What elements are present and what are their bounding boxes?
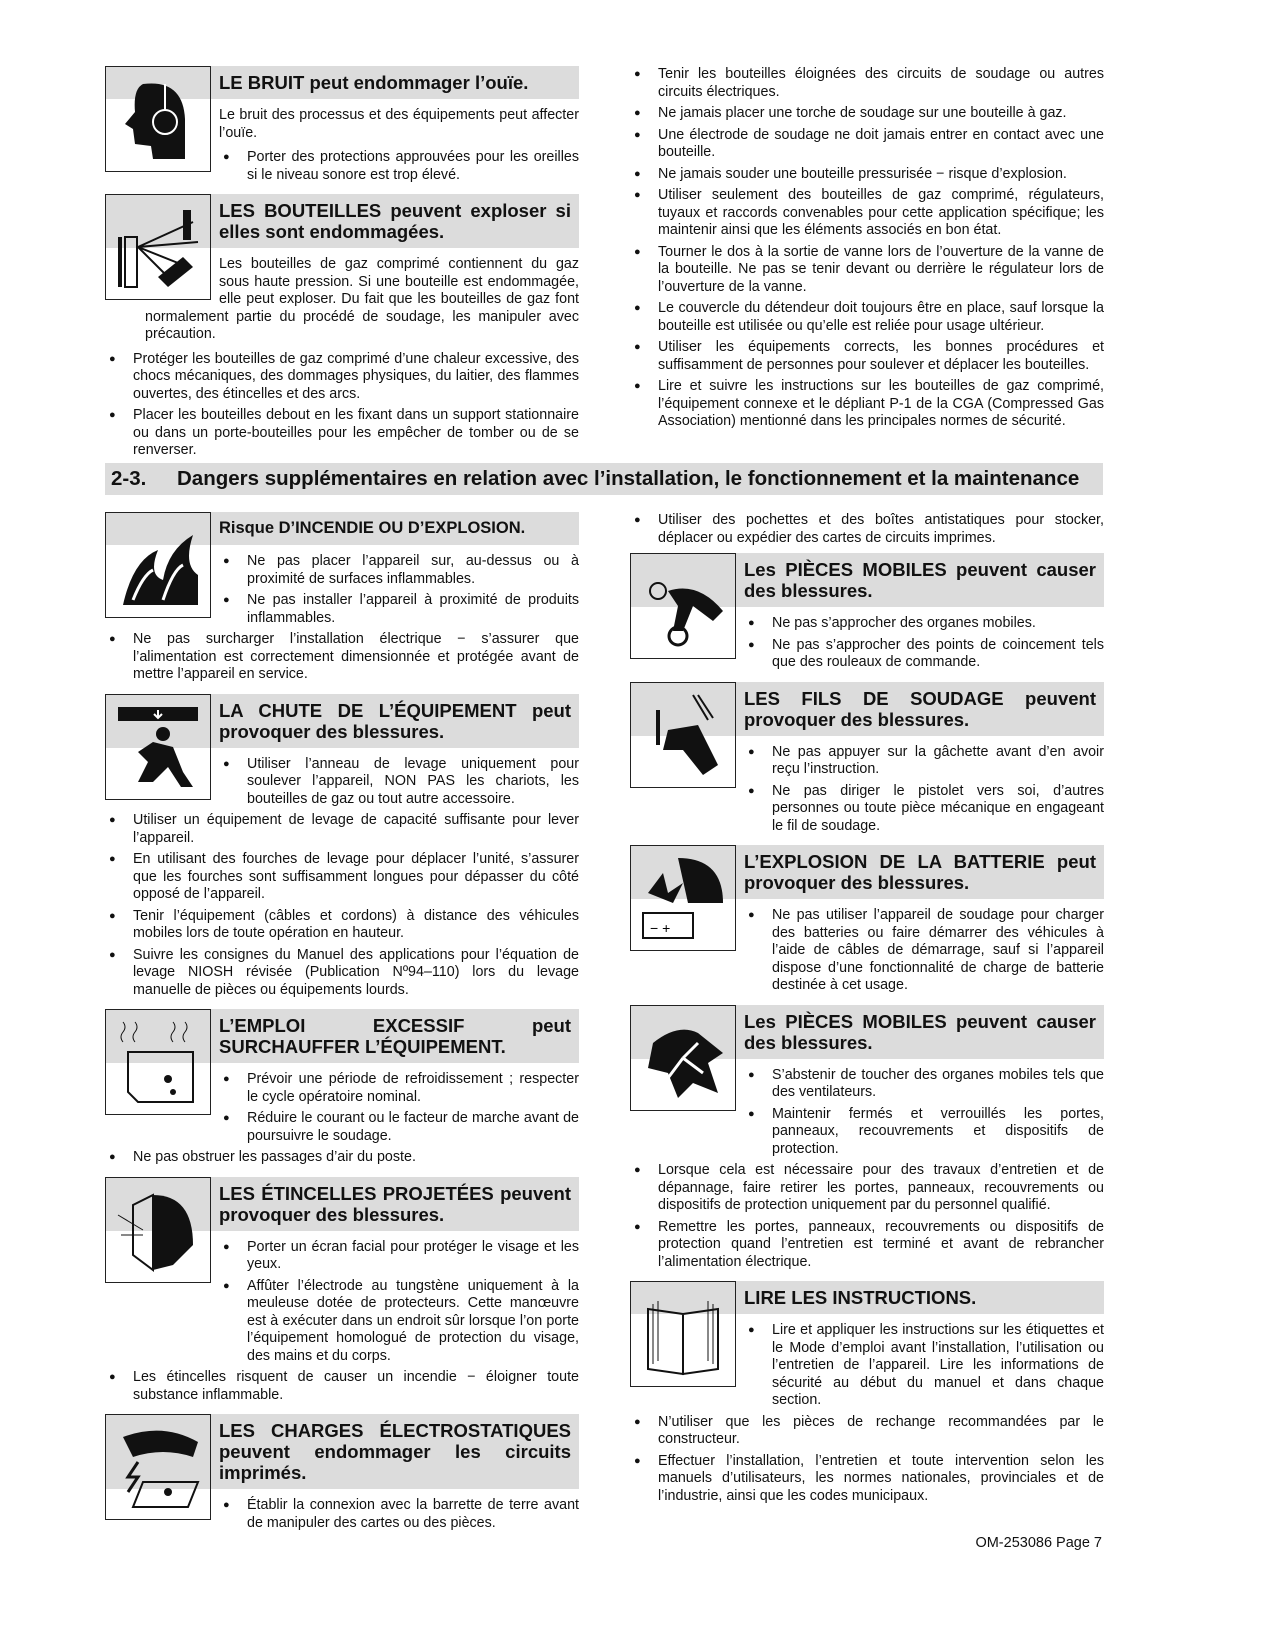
hazard-block	[105, 1414, 579, 1536]
bullet-item: ● Maintenir fermés et verrouillés les portes, panneaux, recouvrements et dispositifs de protection.	[744, 1106, 1104, 1159]
section-heading	[105, 463, 1103, 495]
hazard-block	[630, 1281, 1104, 1509]
paragraph: Les bouteilles de gaz comprimé contiennent du gaz sous haute pression. Si une bouteille est endommagée, elle peut exploser. Du fait que les bouteilles de gaz font normalement partie du procédé de soudage, les manipuler avec précaution.	[145, 256, 579, 342]
hazard-title: LES BOUTEILLES peuvent exploser si elles sont endommagées.	[105, 194, 579, 248]
bullet-item: ● Ne pas s’approcher des organes mobiles.	[744, 615, 1104, 633]
cylinder-explosion-icon	[105, 194, 211, 300]
ear-protection-icon	[105, 66, 211, 172]
bullet-item: ● Les étincelles risquent de causer un incendie − éloigner toute substance inflammable.	[105, 1369, 579, 1404]
bullet-item: ● Ne jamais placer une torche de soudage sur une bouteille à gaz.	[630, 105, 1104, 123]
section-title: Dangers supplémentaires en relation avec l’installation, le fonctionnement et la maintenance	[177, 467, 1080, 490]
hazard-block	[105, 1177, 579, 1409]
hazard-title: LIRE LES INSTRUCTIONS.	[630, 1281, 1104, 1314]
overheating-icon	[105, 1009, 211, 1115]
page-footer: OM-253086 Page 7	[975, 1535, 1102, 1551]
hazard-title: L’EXPLOSION DE LA BATTERIE peut provoquer des blessures.	[630, 845, 1104, 899]
hazard-title: LA CHUTE DE L’ÉQUIPEMENT peut provoquer des blessures.	[105, 694, 579, 748]
bullet-item: ● Effectuer l’installation, l’entretien et toute intervention selon les manuels d’utilisateurs, les normes nationales, provinciales et de l’industrie, ainsi que les codes municipaux.	[630, 1453, 1104, 1506]
bullet-item: ● Ne jamais souder une bouteille pressurisée − risque d’explosion.	[630, 166, 1104, 184]
bullet-item: ● Ne pas appuyer sur la gâchette avant d’en avoir reçu l’instruction.	[744, 744, 1104, 779]
bullet-item: ● Ne pas installer l’appareil à proximité de produits inflammables.	[219, 592, 579, 627]
bullet-item: ● Lire et suivre les instructions sur les bouteilles de gaz comprimé, l’équipement connexe et le dépliant P-1 de la CGA (Compressed Gas Association) mentionné dans les principales normes de sécurité.	[630, 378, 1104, 431]
hazard-block	[630, 682, 1104, 840]
hazard-block	[105, 694, 579, 1004]
hazard-title: Risque D’INCENDIE OU D’EXPLOSION.	[105, 512, 579, 545]
bullet-item: ● S’abstenir de toucher des organes mobiles tels que des ventilateurs.	[744, 1067, 1104, 1102]
bullet-item: ● N’utiliser que les pièces de rechange recommandées par le constructeur.	[630, 1414, 1104, 1449]
hazard-title: Les PIÈCES MOBILES peuvent causer des blessures.	[630, 553, 1104, 607]
svg-text:− +: − +	[650, 920, 671, 936]
column-bottom-right	[630, 512, 1104, 1515]
bullet-item: ● Utiliser seulement des bouteilles de gaz comprimé, régulateurs, tuyaux et raccords convenables pour cette application spécifique; les maintenir ainsi que les éléments associés en bon état.	[630, 187, 1104, 240]
bullet-item: ● Protéger les bouteilles de gaz comprimé d’une chaleur excessive, des chocs mécaniques, des dommages physiques, du laitier, des flammes ouvertes, des étincelles et des arcs.	[105, 351, 579, 404]
hazard-block	[105, 66, 579, 188]
fire-icon	[105, 512, 211, 618]
bullet-item: ● Utiliser les équipements corrects, les bonnes procédures et suffisamment de personnes pour soulever et déplacer les bouteilles.	[630, 339, 1104, 374]
bullet-item: ● Porter un écran facial pour protéger le visage et les yeux.	[219, 1239, 579, 1274]
hazard-block	[105, 1009, 579, 1171]
static-electricity-icon	[105, 1414, 211, 1520]
bullet-item: ● Utiliser des pochettes et des boîtes antistatiques pour stocker, déplacer ou expédier des cartes de circuits imprimes.	[630, 512, 1104, 547]
bullet-item: ● Ne pas s’approcher des points de coincement tels que des rouleaux de commande.	[744, 637, 1104, 672]
column-bottom-left	[105, 512, 579, 1542]
bullet-item: ● Ne pas placer l’appareil sur, au-dessus ou à proximité de surfaces inflammables.	[219, 553, 579, 588]
paragraph: Le bruit des processus et des équipements peut affecter l’ouïe.	[219, 107, 579, 141]
hazard-block	[105, 512, 579, 688]
bullet-item: ● Porter des protections approuvées pour les oreilles si le niveau sonore est trop élevé.	[219, 149, 579, 184]
bullet-item: ● Réduire le courant ou le facteur de marche avant de poursuivre le soudage.	[219, 1110, 579, 1145]
hazard-title: LE BRUIT peut endommager l’ouïe.	[105, 66, 579, 99]
falling-equipment-icon	[105, 694, 211, 800]
hazard-block	[630, 845, 1104, 999]
bullet-item: ● Placer les bouteilles debout en les fixant dans un support stationnaire ou dans un porte-bouteilles pour les empêcher de tomber ou de se renverser.	[105, 407, 579, 460]
bullet-item: ● Lorsque cela est nécessaire pour des travaux d’entretien et de dépannage, faire retirer les portes, panneaux, recouvrements ou dispositifs de protection uniquement par du personnel qualifié.	[630, 1162, 1104, 1215]
hazard-title: L’EMPLOI EXCESSIF peut SURCHAUFFER L’ÉQUIPEMENT.	[105, 1009, 579, 1063]
bullet-item: ● Affûter l’électrode au tungstène uniquement à la meuleuse dotée de protecteurs. Cette manœuvre est à exécuter dans un endroit sûr lorsque l’on porte l’équipement homologué de protection du visage, des mains et du corps.	[219, 1278, 579, 1366]
hazard-block	[630, 1005, 1104, 1276]
hazard-title: LES FILS DE SOUDAGE peuvent provoquer des blessures.	[630, 682, 1104, 736]
bullet-item: ● Ne pas obstruer les passages d’air du poste.	[105, 1149, 579, 1167]
hazard-title: LES ÉTINCELLES PROJETÉES peuvent provoquer des blessures.	[105, 1177, 579, 1231]
battery-explosion-icon	[630, 845, 736, 951]
bullet-item: ● Remettre les portes, panneaux, recouvrements ou dispositifs de protection quand l’entretien est terminé et avant de rebrancher l’alimentation électrique.	[630, 1219, 1104, 1272]
hazard-title: Les PIÈCES MOBILES peuvent causer des blessures.	[630, 1005, 1104, 1059]
bullet-item: ● Utiliser l’anneau de levage uniquement pour soulever l’appareil, NON PAS les chariots, les bouteilles de gaz ou tout autre accessoire.	[219, 756, 579, 809]
moving-parts-gear-icon	[630, 553, 736, 659]
bullet-item: ● Lire et appliquer les instructions sur les étiquettes et le Mode d’emploi avant l’installation, l’utilisation ou l’entretien de l’appareil. Lire les informations de sécurité au début du manuel et dans chaque section.	[744, 1322, 1104, 1410]
bullet-item: ● Tourner le dos à la sortie de vanne lors de l’ouverture de la vanne de la bouteille. Ne pas se tenir devant ou derrière le régulateur lors de l’ouverture de la vanne.	[630, 244, 1104, 297]
bullet-item: ● Tenir les bouteilles éloignées des circuits de soudage ou autres circuits électriques.	[630, 66, 1104, 101]
bullet-item: ● Le couvercle du détendeur doit toujours être en place, sauf lorsque la bouteille est utilisée ou qu’elle est reliée pour usage ultérieur.	[630, 300, 1104, 335]
bullet-item: ● Une électrode de soudage ne doit jamais entrer en contact avec une bouteille.	[630, 127, 1104, 162]
bullet-item: ● En utilisant des fourches de levage pour déplacer l’unité, s’assurer que les fourches sont suffisamment longues pour dépasser du côté opposé de l’appareil.	[105, 851, 579, 904]
section-number: 2-3.	[111, 467, 147, 490]
bullet-item: ● Ne pas surcharger l’installation électrique − s’assurer que l’alimentation est correctement dimensionnée et protégée avant de mettre l’appareil en service.	[105, 631, 579, 684]
face-shield-icon	[105, 1177, 211, 1283]
hazard-title: LES CHARGES ÉLECTROSTATIQUES peuvent endommager les circuits imprimés.	[105, 1414, 579, 1489]
bullet-item: ● Établir la connexion avec la barrette de terre avant de manipuler des cartes ou des pièces.	[219, 1497, 579, 1532]
bullet-item: ● Ne pas utiliser l’appareil de soudage pour charger des batteries ou faire démarrer des véhicules à l’aide de câbles de démarrage, sauf si l’appareil dispose d’une fonctionnalité de charge de batterie destinée à cet usage.	[744, 907, 1104, 995]
bullet-item: ● Prévoir une période de refroidissement ; respecter le cycle opératoire nominal.	[219, 1071, 579, 1106]
bullet-item: ● Tenir l’équipement (câbles et cordons) à distance des véhicules mobiles lors de toute opération en hauteur.	[105, 908, 579, 943]
welding-wire-icon	[630, 682, 736, 788]
moving-parts-fan-icon	[630, 1005, 736, 1111]
hazard-block	[630, 553, 1104, 676]
column-top-right	[630, 66, 1104, 437]
hazard-block	[105, 194, 579, 464]
bullet-item: ● Ne pas diriger le pistolet vers soi, d’autres personnes ou toute pièce mécanique en engageant le fil de soudage.	[744, 783, 1104, 836]
read-manual-icon	[630, 1281, 736, 1387]
hazard-block	[630, 512, 1104, 547]
bullet-item: ● Suivre les consignes du Manuel des applications pour l’équation de levage NIOSH révisée (Publication Nº94–110) lors du levage manuelle de pièces ou équipements lourds.	[105, 947, 579, 1000]
column-top-left	[105, 66, 579, 470]
hazard-block	[630, 66, 1104, 431]
bullet-item: ● Utiliser un équipement de levage de capacité suffisante pour lever l’appareil.	[105, 812, 579, 847]
